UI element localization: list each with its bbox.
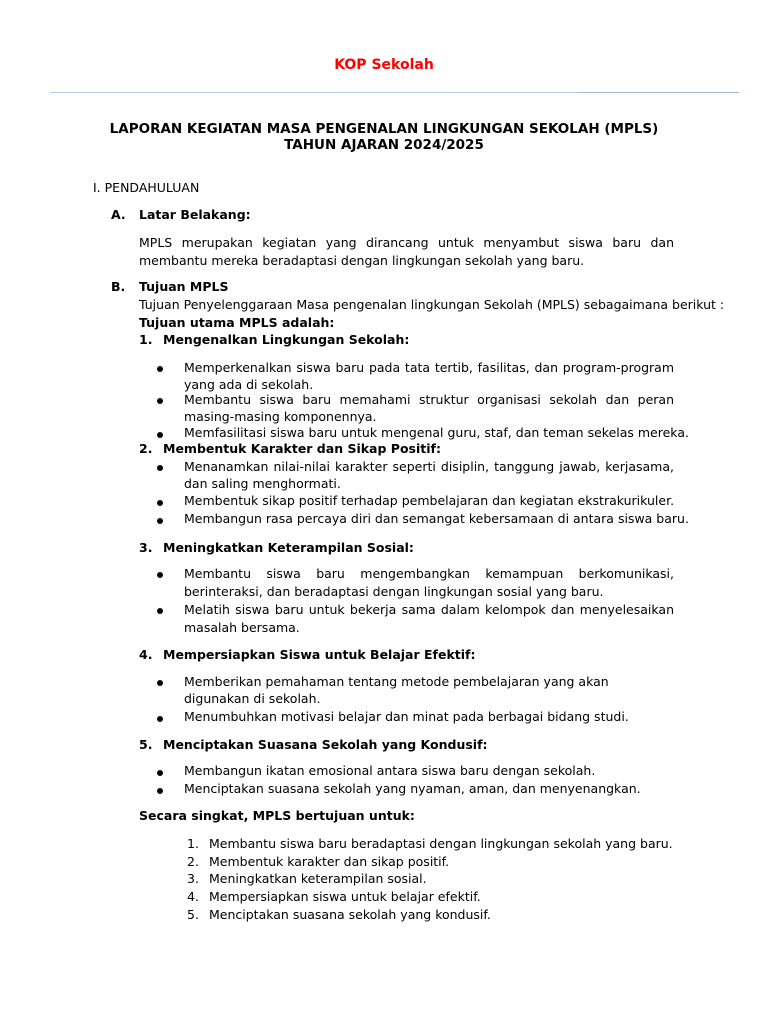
- goal-bullet: Menumbuhkan motivasi belajar dan minat pada berbagai bidang studi.: [184, 709, 629, 724]
- goal-bullet: Membangun ikatan emosional antara siswa baru dengan sekolah.: [184, 763, 596, 778]
- summary-item: Membentuk karakter dan sikap positif.: [209, 854, 450, 869]
- bullet-icon: [157, 680, 163, 686]
- summary-number: 3.: [187, 871, 199, 886]
- summary-item: Meningkatkan keterampilan sosial.: [209, 871, 427, 886]
- summary-number: 2.: [187, 854, 199, 869]
- goal-bullet: Melatih siswa baru untuk bekerja sama dalam kelompok dan menyelesaikan masalah bersama.: [184, 602, 674, 635]
- summary-number: 4.: [187, 889, 199, 904]
- goal-number: 2.: [139, 441, 153, 456]
- subsection-a-heading: Latar Belakang:: [139, 207, 251, 222]
- summary-number: 1.: [187, 836, 199, 851]
- summary-item: Membantu siswa baru beradaptasi dengan lingkungan sekolah yang baru.: [209, 836, 673, 851]
- goal-number: 1.: [139, 332, 153, 347]
- subsection-a-marker: A.: [111, 207, 126, 222]
- bullet-icon: [157, 518, 163, 524]
- document-title: [60, 121, 708, 153]
- bullet-icon: [157, 500, 163, 506]
- summary-number: 5.: [187, 907, 199, 922]
- goal-bullet: Memfasilitasi siswa baru untuk mengenal guru, staf, dan teman sekelas mereka.: [184, 425, 689, 440]
- goal-number: 3.: [139, 540, 153, 555]
- goal-title: Mengenalkan Lingkungan Sekolah:: [163, 332, 410, 347]
- bullet-icon: [157, 432, 163, 438]
- subsection-b-marker: B.: [111, 279, 126, 294]
- goal-bullet: Membantu siswa baru memahami struktur organisasi sekolah dan peran masing-masing komponennya.: [184, 392, 674, 424]
- bullet-icon: [157, 770, 163, 776]
- goal-title: Mempersiapkan Siswa untuk Belajar Efektif:: [163, 647, 476, 662]
- bullet-icon: [157, 572, 163, 578]
- bullet-icon: [157, 398, 163, 404]
- summary-item: Menciptakan suasana sekolah yang kondusif.: [209, 907, 491, 922]
- bullet-icon: [157, 608, 163, 614]
- summary-item: Mempersiapkan siswa untuk belajar efektif.: [209, 889, 481, 904]
- bullet-icon: [157, 716, 163, 722]
- goal-bullet: Memperkenalkan siswa baru pada tata tertib, fasilitas, dan program-program yang ada di sekolah.: [184, 360, 674, 392]
- goal-title: Menciptakan Suasana Sekolah yang Kondusif:: [163, 737, 488, 752]
- goal-title: Membentuk Karakter dan Sikap Positif:: [163, 441, 441, 456]
- letterhead-divider-accent: [580, 92, 739, 93]
- objectives-intro: Tujuan Penyelenggaraan Masa pengenalan lingkungan Sekolah (MPLS) sebagaimana berikut :: [139, 297, 725, 312]
- section-heading: I. PENDAHULUAN: [93, 180, 200, 195]
- letterhead-placeholder: KOP Sekolah: [334, 57, 434, 73]
- summary-heading: Secara singkat, MPLS bertujuan untuk:: [139, 808, 415, 823]
- background-paragraph: MPLS merupakan kegiatan yang dirancang untuk menyambut siswa baru dan membantu mereka beradaptasi dengan lingkungan sekolah yang baru.: [139, 235, 674, 268]
- goal-bullet: Memberikan pemahaman tentang metode pembelajaran yang akan digunakan di sekolah.: [184, 674, 609, 706]
- goal-bullet: Menciptakan suasana sekolah yang nyaman, aman, dan menyenangkan.: [184, 781, 641, 796]
- goal-bullet: Membentuk sikap positif terhadap pembelajaran dan kegiatan ekstrakurikuler.: [184, 493, 675, 508]
- goal-title: Meningkatkan Keterampilan Sosial:: [163, 540, 414, 555]
- goal-number: 5.: [139, 737, 153, 752]
- bullet-icon: [157, 788, 163, 794]
- title-line-1: LAPORAN KEGIATAN MASA PENGENALAN LINGKUNGAN SEKOLAH (MPLS): [109, 121, 659, 137]
- goal-bullet: Membantu siswa baru mengembangkan kemampuan berkomunikasi, berinteraksi, dan beradaptasi dengan lingkungan sosial yang baru.: [184, 566, 674, 599]
- bullet-icon: [157, 465, 163, 471]
- bullet-icon: [157, 366, 163, 372]
- goal-bullet: Menanamkan nilai-nilai karakter seperti disiplin, tanggung jawab, kerjasama, dan saling menghormati.: [184, 459, 674, 491]
- goal-bullet: Membangun rasa percaya diri dan semangat kebersamaan di antara siswa baru.: [184, 511, 689, 526]
- title-line-2: TAHUN AJARAN 2024/2025: [284, 137, 484, 153]
- goal-number: 4.: [139, 647, 153, 662]
- subsection-b-heading: Tujuan MPLS: [139, 279, 229, 294]
- main-objectives-label: Tujuan utama MPLS adalah:: [139, 315, 335, 330]
